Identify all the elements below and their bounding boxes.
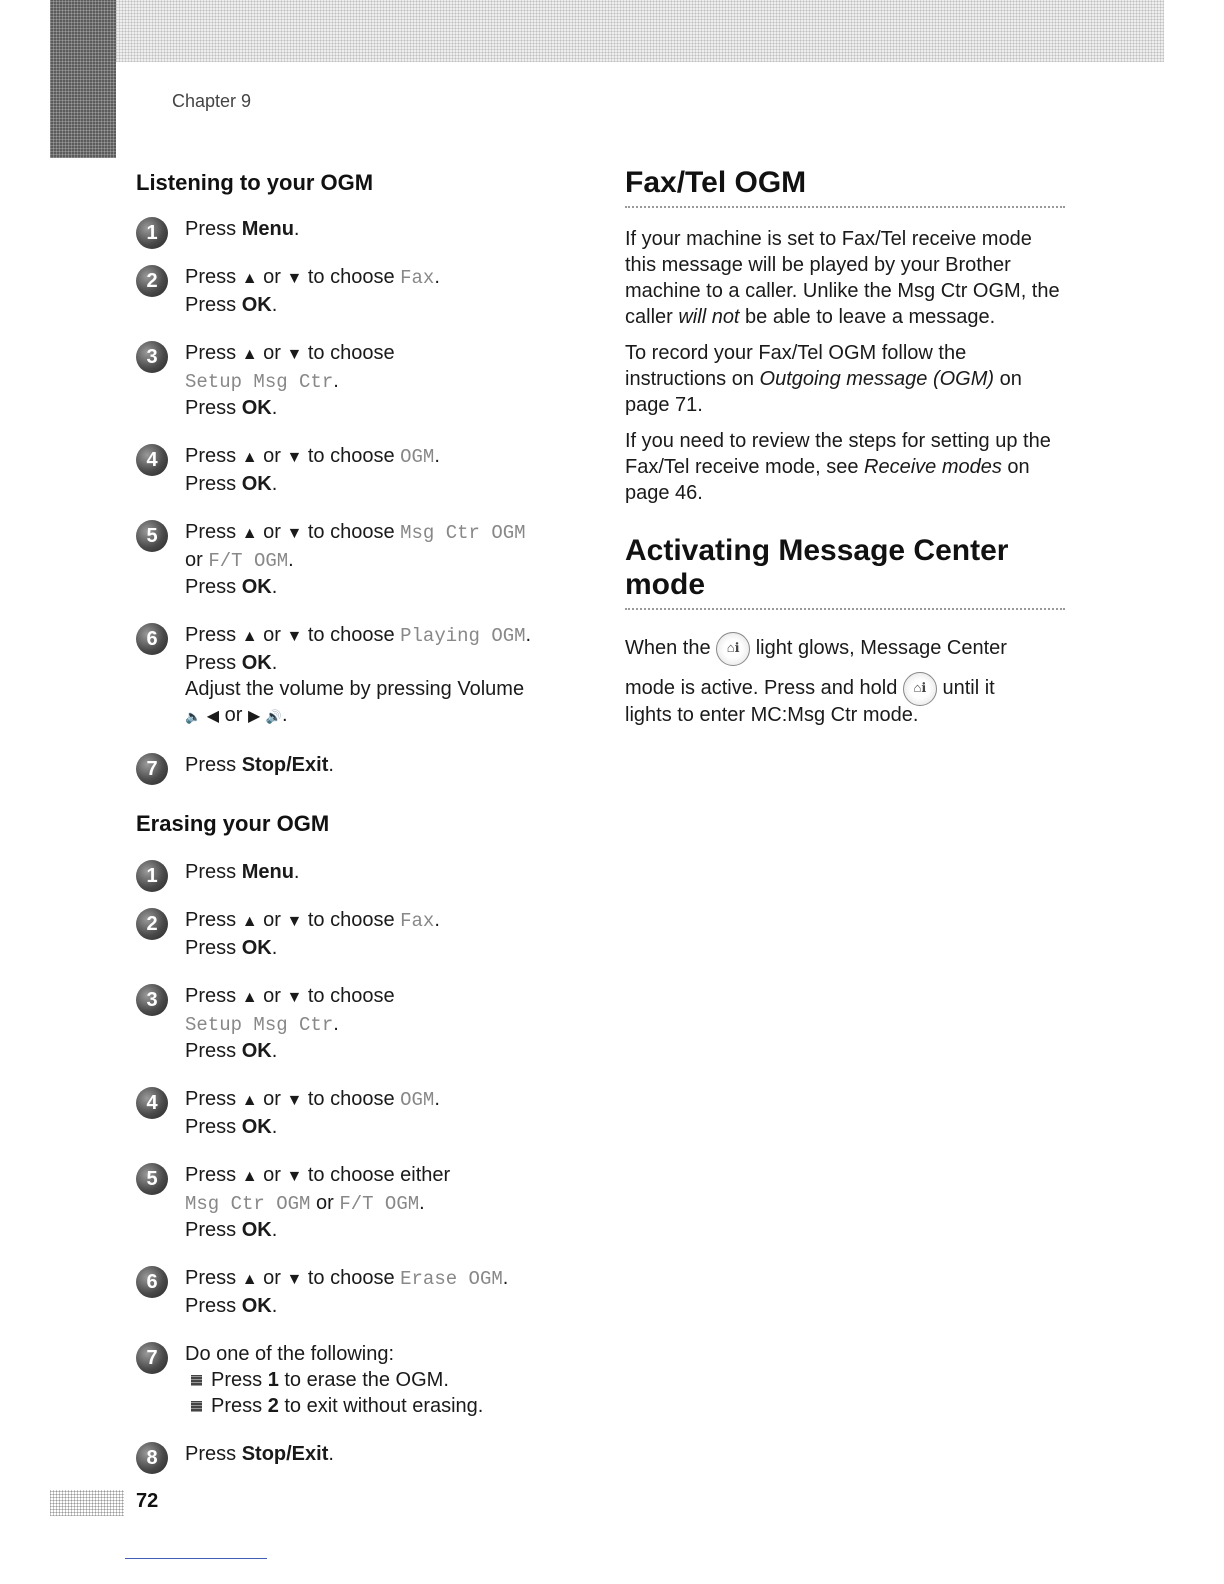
bullet-icon (191, 1401, 202, 1412)
heading-divider (625, 608, 1065, 610)
cross-reference-link: Receive modes (864, 456, 1002, 478)
listening-step-6: 6 Press ▲ or ▼ to choose Playing OGM. Press OK. Adjust the volume by pressing Volume 🔈 ◀ or ▶ 🔊. (136, 622, 576, 730)
listening-step-7: 7 Press Stop/Exit. (136, 752, 576, 778)
lcd-text: OGM (400, 446, 435, 468)
activating-heading: Activating Message Center mode (625, 534, 1009, 601)
lcd-text: Setup Msg Ctr (185, 371, 334, 393)
listening-step-3: 3 Press ▲ or ▼ to choose Setup Msg Ctr. Press OK. (136, 340, 576, 421)
header-pattern-band (116, 0, 1164, 62)
right-arrow-icon: ▶ (247, 708, 261, 725)
cross-reference-link: Outgoing message (OGM) (759, 368, 995, 390)
step-number-icon: 1 (136, 860, 168, 892)
up-arrow-icon: ▲ (241, 270, 258, 287)
lcd-text: Msg Ctr OGM (185, 1193, 311, 1215)
page-number: 72 (136, 1490, 159, 1512)
message-center-button-icon: ⌂ℹ (716, 632, 750, 666)
erasing-step-2: 2 Press ▲ or ▼ to choose Fax. Press OK. (136, 907, 576, 961)
step-number-icon: 4 (136, 444, 168, 476)
step-number-icon: 5 (136, 1163, 168, 1195)
lcd-text: Fax (400, 910, 435, 932)
down-arrow-icon: ▼ (286, 1092, 303, 1109)
lcd-text: Fax (400, 267, 435, 289)
down-arrow-icon: ▼ (286, 1168, 303, 1185)
volume-high-icon: 🔊 (265, 709, 283, 724)
lcd-text: F/T OGM (208, 550, 289, 572)
step-number-icon: 6 (136, 1266, 168, 1298)
step-number-icon: 7 (136, 1342, 168, 1374)
chapter-label: Chapter 9 (172, 91, 252, 111)
erasing-step-1: 1 Press Menu. (136, 859, 576, 885)
up-arrow-icon: ▲ (241, 628, 258, 645)
down-arrow-icon: ▼ (286, 989, 303, 1006)
activating-paragraph-end: lights to enter MC:Msg Ctr mode. (625, 704, 919, 726)
down-arrow-icon: ▼ (286, 913, 303, 930)
erasing-step-6: 6 Press ▲ or ▼ to choose Erase OGM. Press OK. (136, 1265, 576, 1319)
erasing-step-5: 5 Press ▲ or ▼ to choose either Msg Ctr OGM or F/T OGM. Press OK. (136, 1162, 576, 1243)
faxtel-paragraph-1: If your machine is set to Fax/Tel receive mode this message will be played by your Brother machine to a caller. Unlike the Msg Ctr OGM, the caller will not be able to leave a message. (625, 228, 1060, 328)
up-arrow-icon: ▲ (241, 1271, 258, 1288)
bullet-icon (191, 1375, 202, 1386)
lcd-text: F/T OGM (339, 1193, 420, 1215)
up-arrow-icon: ▲ (241, 1092, 258, 1109)
step-number-icon: 6 (136, 623, 168, 655)
lcd-text: Setup Msg Ctr (185, 1014, 334, 1036)
up-arrow-icon: ▲ (241, 989, 258, 1006)
erasing-step-7: 7 Do one of the following: Press 1 to erase the OGM. Press 2 to exit without erasing. (136, 1341, 576, 1419)
step-number-icon: 3 (136, 984, 168, 1016)
lcd-text: Playing OGM (400, 625, 526, 647)
activating-paragraph: When the ⌂ℹ light glows, Message Center mode is active. Press and hold ⌂ℹ until it (625, 628, 1065, 708)
faxtel-heading: Fax/Tel OGM (625, 166, 807, 199)
down-arrow-icon: ▼ (286, 270, 303, 287)
message-center-button-icon: ⌂ℹ (903, 672, 937, 706)
lcd-text: Erase OGM (400, 1268, 503, 1290)
listening-step-5: 5 Press ▲ or ▼ to choose Msg Ctr OGM or F/T OGM. Press OK. (136, 519, 576, 600)
step-number-icon: 2 (136, 908, 168, 940)
down-arrow-icon: ▼ (286, 628, 303, 645)
erasing-heading: Erasing your OGM (136, 811, 330, 836)
up-arrow-icon: ▲ (241, 449, 258, 466)
down-arrow-icon: ▼ (286, 1271, 303, 1288)
step-number-icon: 1 (136, 217, 168, 249)
erasing-step-8: 8 Press Stop/Exit. (136, 1441, 576, 1467)
erasing-step-3: 3 Press ▲ or ▼ to choose Setup Msg Ctr. Press OK. (136, 983, 576, 1064)
up-arrow-icon: ▲ (241, 913, 258, 930)
down-arrow-icon: ▼ (286, 449, 303, 466)
step-number-icon: 8 (136, 1442, 168, 1474)
step-number-icon: 4 (136, 1087, 168, 1119)
up-arrow-icon: ▲ (241, 525, 258, 542)
up-arrow-icon: ▲ (241, 1168, 258, 1185)
footer-pattern (50, 1490, 124, 1516)
heading-divider (625, 206, 1065, 208)
down-arrow-icon: ▼ (286, 346, 303, 363)
chapter-tab-block (50, 0, 116, 158)
lcd-text: OGM (400, 1089, 435, 1111)
left-arrow-icon: ◀ (206, 708, 220, 725)
step-number-icon: 7 (136, 753, 168, 785)
step-number-icon: 2 (136, 265, 168, 297)
footnote-rule (125, 1558, 267, 1559)
lcd-text: Msg Ctr OGM (400, 522, 526, 544)
step-number-icon: 5 (136, 520, 168, 552)
listening-step-1: 1 Press Menu. (136, 216, 576, 242)
down-arrow-icon: ▼ (286, 525, 303, 542)
faxtel-paragraph-2: To record your Fax/Tel OGM follow the instructions on Outgoing message (OGM) on page 71. (625, 342, 1022, 416)
right-column (625, 166, 1065, 738)
faxtel-paragraph-3: If you need to review the steps for setting up the Fax/Tel receive mode, see Receive modes on page 46. (625, 430, 1051, 504)
erasing-step-4: 4 Press ▲ or ▼ to choose OGM. Press OK. (136, 1086, 576, 1140)
listening-step-4: 4 Press ▲ or ▼ to choose OGM. Press OK. (136, 443, 576, 497)
left-column (136, 170, 576, 1467)
up-arrow-icon: ▲ (241, 346, 258, 363)
volume-low-icon: 🔈 (185, 709, 202, 724)
listening-step-2: 2 Press ▲ or ▼ to choose Fax. Press OK. (136, 264, 576, 318)
listening-heading: Listening to your OGM (136, 170, 374, 195)
step-number-icon: 3 (136, 341, 168, 373)
